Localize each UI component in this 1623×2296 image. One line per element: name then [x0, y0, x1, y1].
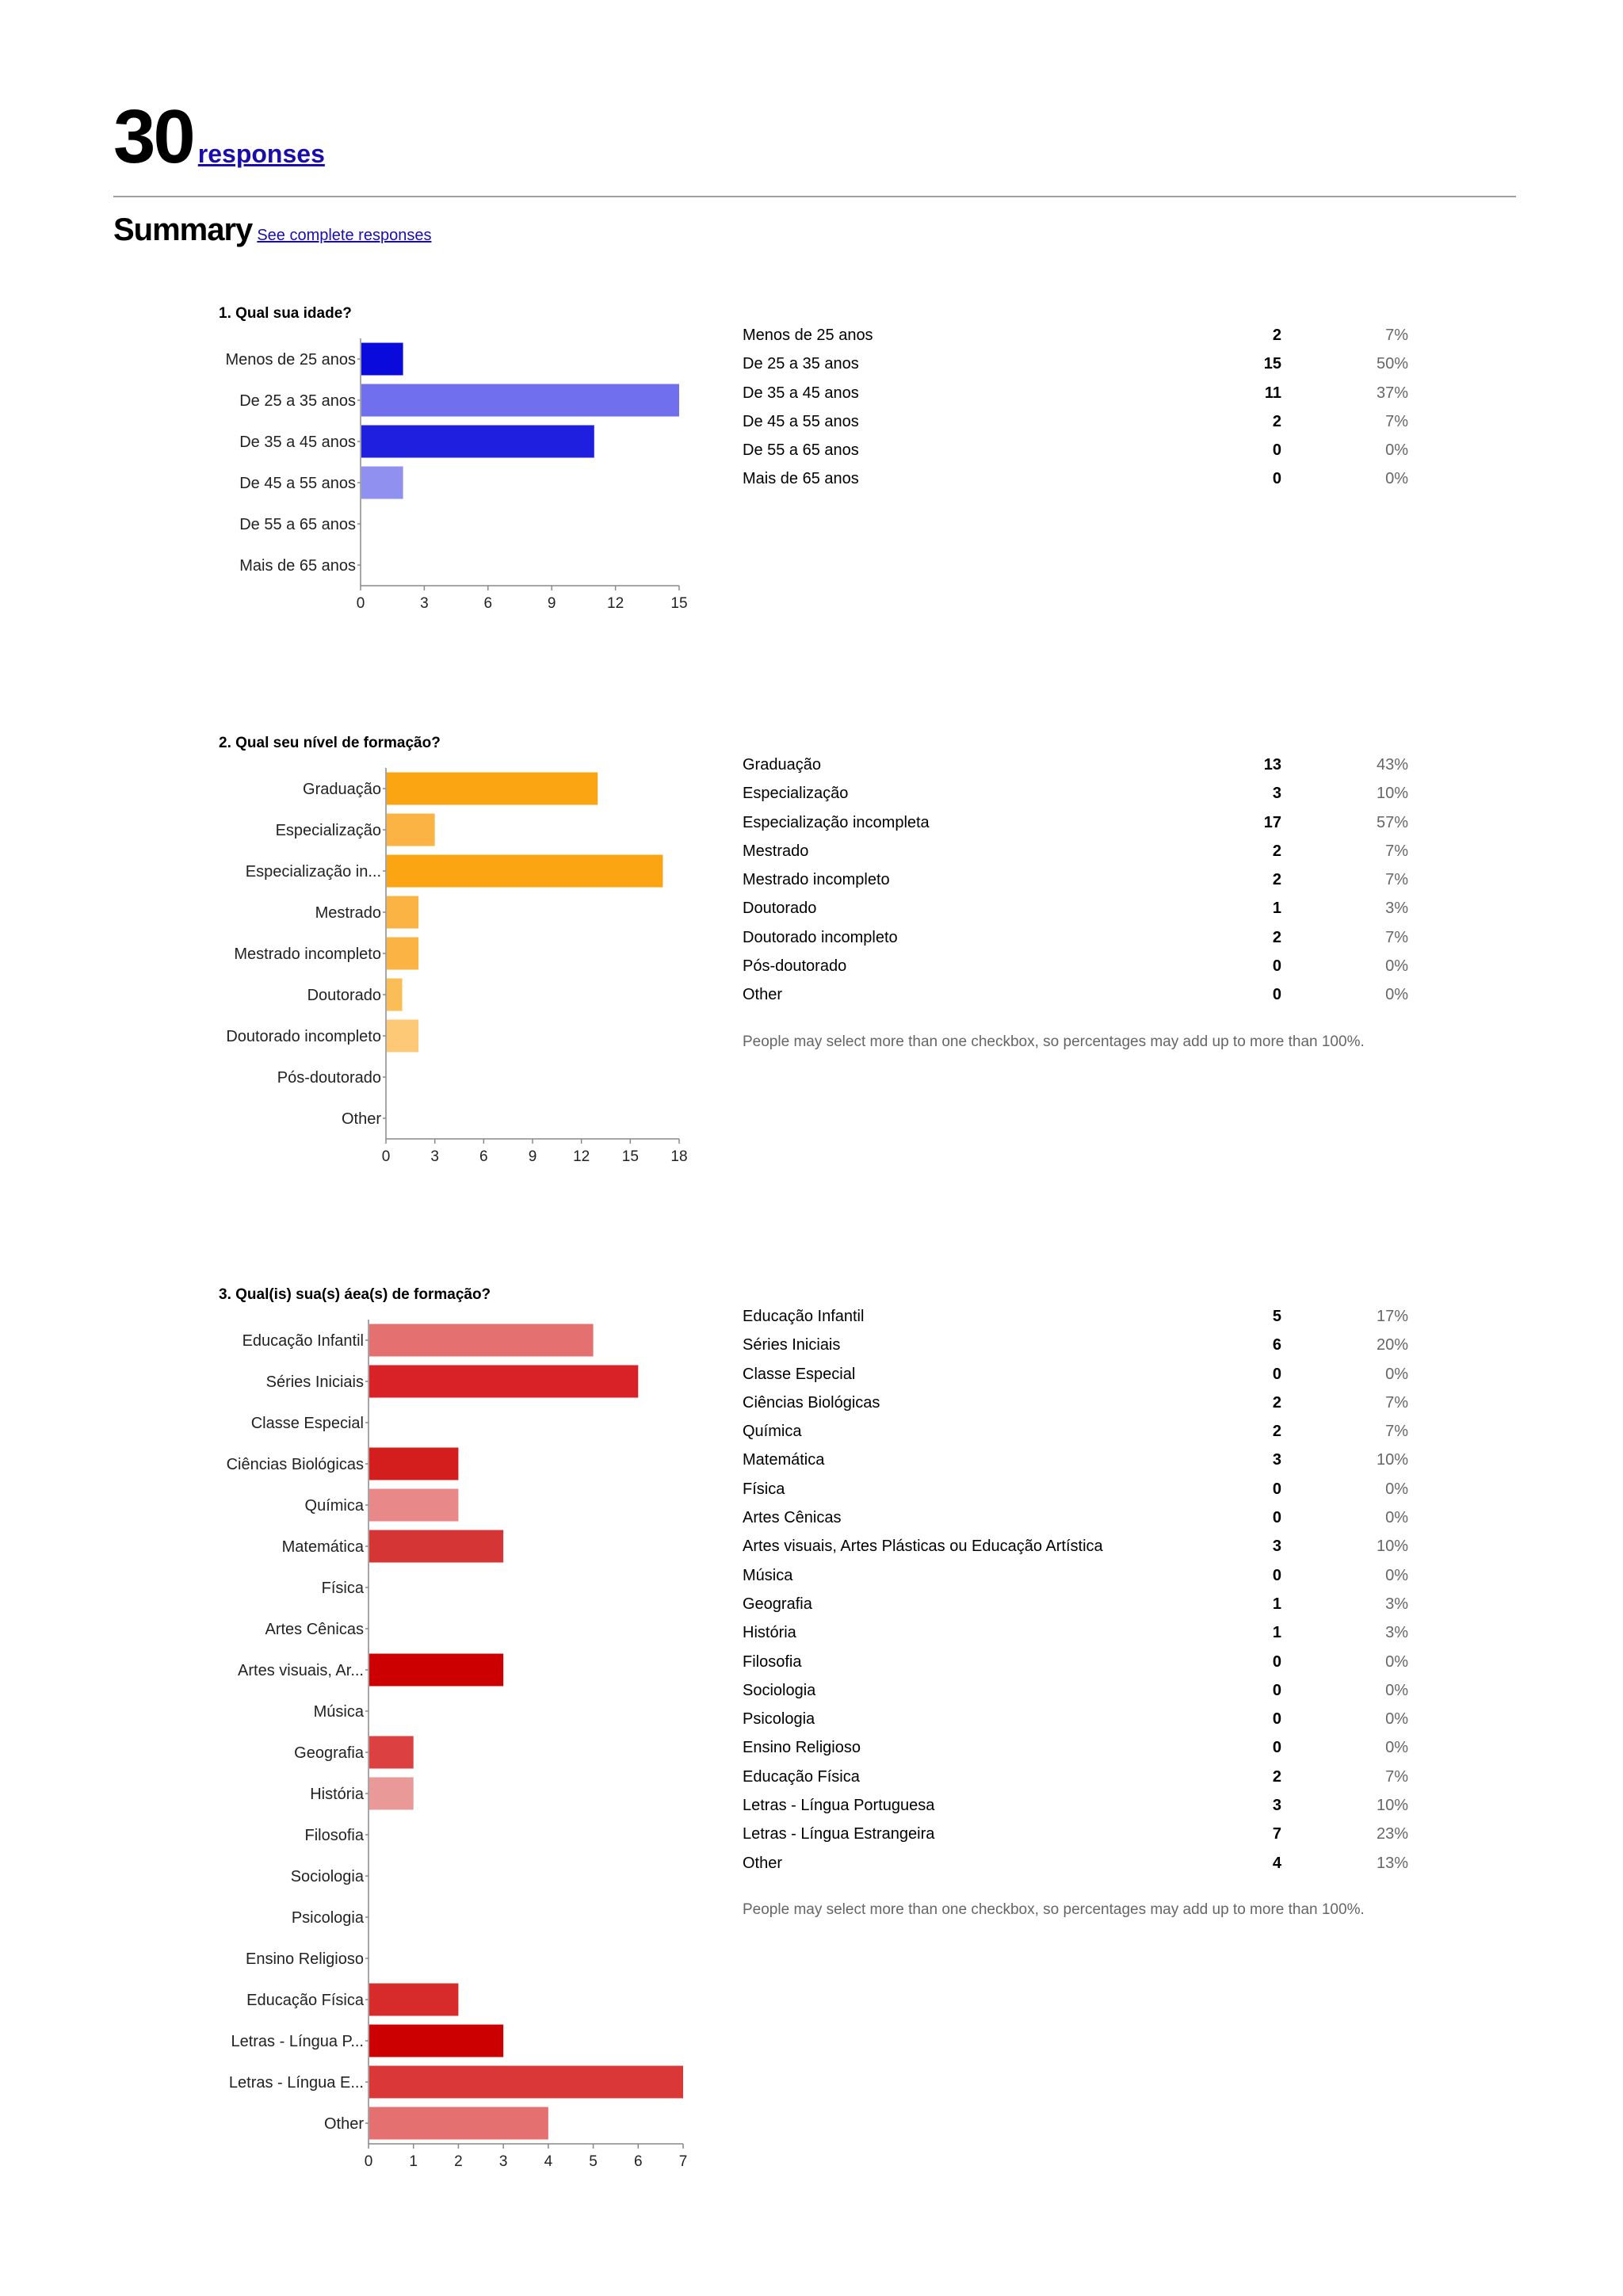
result-row [743, 1389, 1408, 1417]
category-label: Mais de 65 anos [239, 557, 356, 575]
result-label: História [743, 1624, 796, 1642]
result-count: 0 [1272, 986, 1281, 1004]
education-area-results-table [743, 1302, 1408, 1878]
result-percent: 7% [1385, 412, 1408, 430]
category-label: De 45 a 55 anos [239, 475, 356, 492]
summary-heading [113, 212, 431, 248]
result-percent: 7% [1385, 871, 1408, 889]
result-count: 2 [1272, 327, 1281, 344]
result-count: 0 [1272, 1681, 1281, 1699]
x-tick-label: 5 [589, 2153, 598, 2170]
result-count: 2 [1272, 1423, 1281, 1441]
response-header [113, 94, 1516, 181]
result-row [743, 1475, 1408, 1503]
x-tick-label: 12 [607, 595, 624, 612]
result-count: 1 [1272, 900, 1281, 918]
result-count: 3 [1272, 1797, 1281, 1815]
result-count: 0 [1272, 1480, 1281, 1498]
result-percent: 0% [1385, 986, 1408, 1004]
result-count: 0 [1272, 1566, 1281, 1584]
bar-doutorado [387, 979, 403, 1011]
x-tick-label: 7 [678, 2153, 688, 2170]
see-complete-responses-link[interactable]: See complete responses [257, 227, 432, 244]
result-label: Mestrado [743, 842, 809, 860]
result-percent: 3% [1385, 900, 1408, 918]
bar-especializacao [387, 814, 435, 846]
result-percent: 7% [1385, 327, 1408, 344]
result-label: Letras - Língua Estrangeira [743, 1825, 935, 1843]
result-percent: 7% [1385, 1767, 1408, 1786]
x-tick-label: 0 [364, 2153, 373, 2170]
result-row [743, 980, 1408, 1009]
result-percent: 10% [1376, 1538, 1408, 1556]
x-tick-label: 3 [420, 595, 429, 612]
result-label: Doutorado incompleto [743, 928, 898, 946]
result-label: Geografia [743, 1595, 812, 1613]
result-row [743, 1302, 1408, 1331]
result-count: 4 [1272, 1854, 1281, 1872]
category-label: De 55 a 65 anos [239, 516, 356, 533]
bar-quimica [369, 1489, 458, 1522]
result-row [743, 1648, 1408, 1676]
bar-historia [369, 1778, 414, 1810]
result-row [743, 1618, 1408, 1647]
category-label: Mestrado [315, 904, 381, 922]
result-label: Música [743, 1566, 793, 1584]
result-count: 7 [1272, 1825, 1281, 1843]
category-label: Other [323, 2115, 364, 2133]
category-label: Letras - Língua E... [228, 2074, 364, 2092]
result-label: Menos de 25 anos [743, 327, 873, 344]
x-tick-label: 18 [670, 1148, 688, 1165]
category-label: Séries Iniciais [265, 1373, 364, 1391]
result-percent: 0% [1385, 1509, 1408, 1527]
bar-geografia [369, 1736, 414, 1769]
result-label: Filosofia [743, 1652, 802, 1671]
result-percent: 37% [1376, 384, 1408, 402]
bar-educacao-infantil [369, 1324, 594, 1357]
result-row [743, 808, 1408, 837]
category-label: Graduação [303, 781, 381, 798]
category-label: Psicologia [291, 1909, 364, 1927]
result-label: Sociologia [743, 1681, 816, 1699]
result-label: De 35 a 45 anos [743, 384, 859, 402]
result-row [743, 1446, 1408, 1474]
category-label: Filosofia [304, 1827, 364, 1844]
result-row [743, 1561, 1408, 1590]
result-percent: 23% [1376, 1825, 1408, 1843]
result-percent: 0% [1385, 1681, 1408, 1699]
result-percent: 0% [1385, 1365, 1408, 1383]
result-row [743, 407, 1408, 436]
category-label: Geografia [294, 1744, 364, 1762]
x-tick-label: 12 [573, 1148, 590, 1165]
result-count: 11 [1264, 384, 1281, 402]
result-row [743, 1532, 1408, 1561]
header-divider [113, 196, 1516, 197]
result-percent: 43% [1376, 756, 1408, 774]
result-row [743, 894, 1408, 923]
category-label: Ciências Biológicas [226, 1456, 364, 1473]
x-tick-label: 3 [430, 1148, 439, 1165]
x-tick-label: 15 [621, 1148, 639, 1165]
result-label: Especialização [743, 785, 849, 803]
result-label: Classe Especial [743, 1365, 856, 1383]
education-level-results-table [743, 751, 1408, 1010]
result-percent: 0% [1385, 441, 1408, 460]
result-label: Física [743, 1480, 785, 1498]
question-3-title: 3. Qual(is) sua(s) áea(s) de formação? [219, 1286, 491, 1303]
result-count: 0 [1272, 470, 1281, 488]
bar-mestrado [387, 896, 418, 929]
result-count: 0 [1272, 1710, 1281, 1729]
result-label: Educação Física [743, 1767, 860, 1786]
category-label: Doutorado [307, 987, 381, 1004]
result-label: Séries Iniciais [743, 1336, 841, 1354]
result-row [743, 865, 1408, 894]
result-percent: 7% [1385, 928, 1408, 946]
result-label: Psicologia [743, 1710, 815, 1729]
x-tick-label: 1 [409, 2153, 418, 2170]
result-row [743, 1791, 1408, 1820]
result-row [743, 1705, 1408, 1733]
x-tick-label: 0 [356, 595, 365, 612]
bar-series-iniciais [369, 1366, 638, 1398]
result-label: Mestrado incompleto [743, 871, 890, 889]
result-count: 2 [1272, 412, 1281, 430]
result-count: 2 [1272, 928, 1281, 946]
result-count: 0 [1272, 1365, 1281, 1383]
category-label: Especialização [275, 822, 381, 839]
category-label: História [310, 1786, 364, 1803]
result-label: Doutorado [743, 900, 817, 918]
bar-artes-visuais-artes-plasticas-ou-educacao-artistica [369, 1654, 503, 1687]
category-label: Letras - Língua P... [231, 2033, 364, 2050]
category-label: Ensino Religioso [246, 1950, 364, 1968]
category-label: Especialização in... [245, 863, 381, 881]
category-label: Pós-doutorado [277, 1069, 381, 1087]
category-label: Educação Física [246, 1992, 364, 2009]
result-count: 3 [1272, 1538, 1281, 1556]
result-percent: 10% [1376, 1451, 1408, 1469]
x-tick-label: 6 [483, 595, 493, 612]
result-label: Letras - Língua Portuguesa [743, 1797, 935, 1815]
result-percent: 0% [1385, 1710, 1408, 1729]
result-percent: 0% [1385, 1480, 1408, 1498]
bar-educacao-fisica [369, 1984, 458, 2016]
category-label: Artes visuais, Ar... [238, 1662, 364, 1679]
result-percent: 0% [1385, 957, 1408, 976]
result-row [743, 464, 1408, 493]
result-label: Matemática [743, 1451, 825, 1469]
result-row [743, 923, 1408, 952]
bar-letras-lingua-estrangeira [369, 2066, 683, 2099]
result-row [743, 751, 1408, 779]
result-count: 6 [1272, 1336, 1281, 1354]
result-label: Graduação [743, 756, 821, 774]
age-results-table [743, 321, 1408, 494]
result-label: Especialização incompleta [743, 813, 930, 831]
result-count: 3 [1272, 1451, 1281, 1469]
result-row [743, 1676, 1408, 1705]
x-tick-label: 4 [544, 2153, 553, 2170]
bar-ciencias-biologicas [369, 1448, 458, 1480]
bar-graduacao [387, 773, 598, 805]
result-row [743, 1417, 1408, 1446]
result-count: 17 [1263, 813, 1281, 831]
checkbox-note: People may select more than one checkbox, so percentages may add up to more than 100%. [743, 1033, 1365, 1050]
result-label: Artes visuais, Artes Plásticas ou Educação Artística [743, 1538, 1103, 1556]
category-label: Educação Infantil [242, 1332, 364, 1350]
question-2-title: 2. Qual seu nível de formação? [219, 735, 441, 751]
result-percent: 17% [1376, 1308, 1408, 1325]
result-count: 1 [1272, 1595, 1281, 1613]
result-percent: 10% [1376, 785, 1408, 803]
x-tick-label: 3 [498, 2153, 508, 2170]
category-label: Doutorado incompleto [226, 1028, 381, 1045]
result-row [743, 1360, 1408, 1389]
responses-link[interactable]: responses [197, 139, 325, 168]
bar-de-35-a-45-anos [361, 426, 594, 458]
result-count: 0 [1272, 1739, 1281, 1757]
result-percent: 0% [1385, 1739, 1408, 1757]
result-row [743, 837, 1408, 865]
result-label: Educação Infantil [743, 1308, 865, 1325]
result-row [743, 1331, 1408, 1359]
result-row [743, 379, 1408, 407]
result-percent: 50% [1376, 355, 1408, 373]
result-percent: 3% [1385, 1595, 1408, 1613]
result-percent: 7% [1385, 1423, 1408, 1441]
category-label: Other [341, 1110, 381, 1128]
category-label: Mestrado incompleto [234, 946, 381, 963]
bar-menos-de-25-anos [361, 343, 403, 376]
category-label: De 25 a 35 anos [239, 392, 356, 410]
result-label: De 45 a 55 anos [743, 412, 859, 430]
bar-doutorado-incompleto [387, 1020, 418, 1052]
result-percent: 3% [1385, 1624, 1408, 1642]
category-label: Música [313, 1703, 364, 1721]
result-row [743, 1820, 1408, 1848]
result-label: De 55 a 65 anos [743, 441, 859, 460]
result-count: 13 [1263, 756, 1281, 774]
checkbox-note: People may select more than one checkbox, so percentages may add up to more than 100%. [743, 1901, 1365, 1918]
x-tick-label: 6 [479, 1148, 488, 1165]
result-percent: 0% [1385, 1652, 1408, 1671]
category-label: Artes Cênicas [265, 1621, 364, 1638]
x-tick-label: 6 [633, 2153, 643, 2170]
x-tick-label: 2 [454, 2153, 463, 2170]
bar-matematica [369, 1530, 503, 1563]
result-count: 0 [1272, 441, 1281, 460]
result-row [743, 1503, 1408, 1532]
result-percent: 57% [1376, 813, 1408, 831]
result-percent: 7% [1385, 1393, 1408, 1412]
result-percent: 10% [1376, 1797, 1408, 1815]
result-count: 2 [1272, 1767, 1281, 1786]
result-label: Other [743, 1854, 783, 1872]
category-label: Sociologia [290, 1868, 364, 1885]
result-count: 5 [1272, 1308, 1281, 1325]
result-label: Ciências Biológicas [743, 1393, 880, 1412]
result-row [743, 952, 1408, 980]
result-row [743, 1763, 1408, 1791]
category-label: Classe Especial [250, 1415, 364, 1432]
result-count: 2 [1272, 871, 1281, 889]
category-label: Menos de 25 anos [225, 351, 356, 369]
result-row [743, 779, 1408, 808]
category-label: De 35 a 45 anos [239, 434, 356, 451]
summary-title: Summary [113, 212, 253, 247]
result-percent: 20% [1376, 1336, 1408, 1354]
result-label: Other [743, 986, 783, 1004]
result-label: De 25 a 35 anos [743, 355, 859, 373]
x-tick-label: 0 [381, 1148, 391, 1165]
bar-mestrado-incompleto [387, 938, 418, 970]
result-row [743, 436, 1408, 464]
bar-de-25-a-35-anos [361, 384, 679, 417]
result-count: 0 [1272, 1652, 1281, 1671]
category-label: Química [304, 1497, 364, 1515]
category-label: Física [321, 1580, 364, 1597]
result-count: 2 [1272, 842, 1281, 860]
bar-de-45-a-55-anos [361, 467, 403, 499]
result-label: Química [743, 1423, 802, 1441]
result-row [743, 1733, 1408, 1762]
result-count: 0 [1272, 957, 1281, 976]
bar-letras-lingua-portuguesa [369, 2025, 503, 2057]
result-count: 15 [1263, 355, 1281, 373]
result-count: 2 [1272, 1393, 1281, 1412]
bar-especializacao-incompleta [387, 855, 663, 888]
result-percent: 13% [1376, 1854, 1408, 1872]
result-percent: 0% [1385, 470, 1408, 488]
result-label: Ensino Religioso [743, 1739, 861, 1757]
result-count: 1 [1272, 1624, 1281, 1642]
result-label: Mais de 65 anos [743, 470, 859, 488]
result-label: Artes Cênicas [743, 1509, 842, 1527]
result-count: 3 [1272, 785, 1281, 803]
result-row [743, 321, 1408, 350]
result-label: Pós-doutorado [743, 957, 847, 976]
x-tick-label: 9 [528, 1148, 537, 1165]
result-row [743, 1849, 1408, 1878]
result-count: 0 [1272, 1509, 1281, 1527]
category-label: Matemática [281, 1538, 364, 1556]
result-percent: 0% [1385, 1566, 1408, 1584]
x-tick-label: 9 [547, 595, 556, 612]
x-tick-label: 15 [670, 595, 688, 612]
result-row [743, 1590, 1408, 1618]
result-row [743, 350, 1408, 378]
result-percent: 7% [1385, 842, 1408, 860]
question-1-title: 1. Qual sua idade? [219, 305, 352, 322]
response-count: 30 [113, 94, 193, 179]
bar-other [369, 2107, 548, 2140]
